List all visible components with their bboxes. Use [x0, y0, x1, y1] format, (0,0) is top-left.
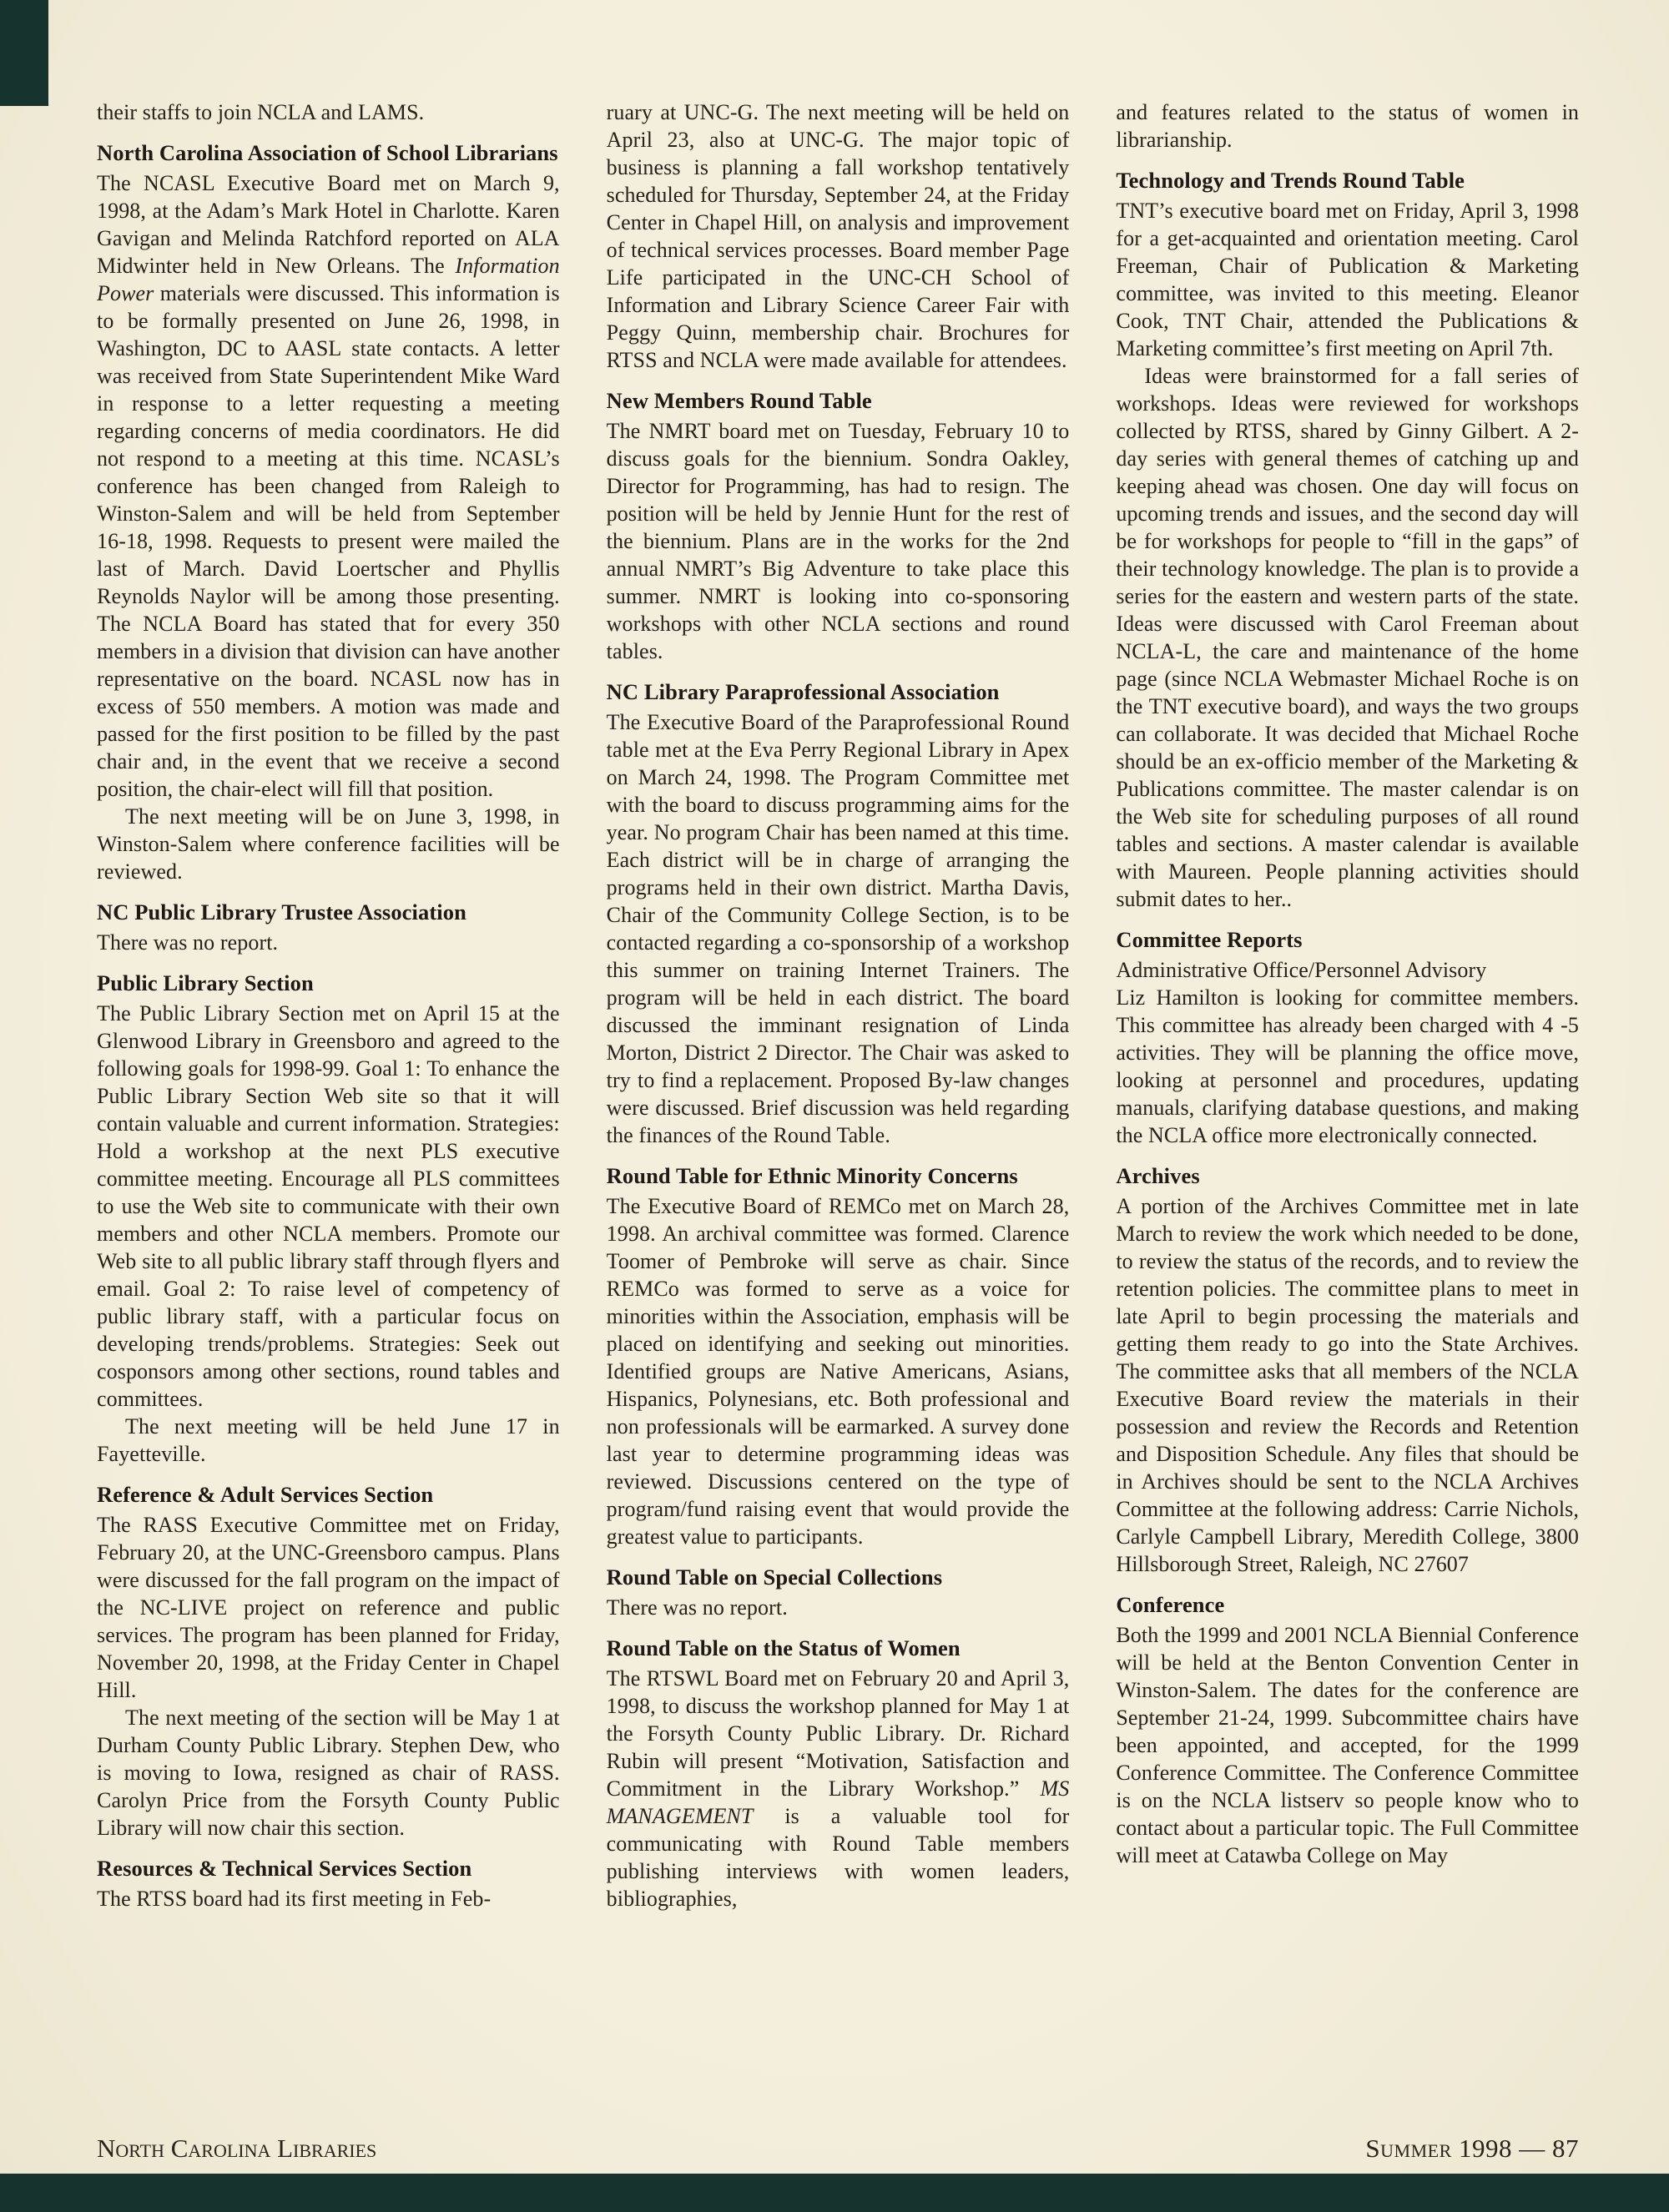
section-heading: NC Public Library Trustee Association — [97, 899, 466, 925]
paragraph: and features related to the status of women in librarianship. — [1116, 100, 1579, 152]
paragraph: A portion of the Archives Committee met in late March to review the work which needed to be done, to review the status of the records, and to review the retention policies. The committee plans to meet in late April to begin processing the materials and getting them ready to go into the State Archives. The committee asks that all members of the NCLA Executive Board review the materials in their possession and review the Records and Retention and Disposition Schedule. Any files that should be in Archives should be sent to the NCLA Archives Committee at the following address: Carrie Nichols, Carlyle Campbell Library, Meredith College, 3800 Hillsborough Street, Raleigh, NC 27607 — [1116, 1194, 1579, 1576]
text-column-2 — [607, 98, 1070, 2118]
binding-corner-mark — [0, 0, 48, 106]
bottom-bar — [0, 2174, 1669, 2212]
text-column-1 — [97, 98, 560, 2118]
section-heading: Conference — [1116, 1592, 1225, 1617]
page-footer — [97, 2134, 1579, 2164]
subsection-heading: Administrative Office/Personnel Advisory — [1116, 958, 1487, 982]
section-heading: Round Table on the Status of Women — [606, 1635, 961, 1660]
paragraph: There was no report. — [606, 1595, 788, 1620]
section-heading: Committee Reports — [1116, 927, 1303, 952]
paragraph: The next meeting will be on June 3, 1998, in Winston-Salem where conference facilities will be reviewed. — [97, 804, 560, 884]
paragraph: Liz Hamilton is looking for committee members. This committee has already been charged with 4 -5 activities. They will be planning the office move, looking at personnel and procedures, updating manuals, clarifying database questions, and making the NCLA office more electronically connected. — [1116, 985, 1579, 1147]
paragraph: The RTSS board had its first meeting in Feb- — [97, 1887, 492, 1911]
section-heading: Archives — [1116, 1163, 1200, 1188]
paragraph: There was no report. — [97, 930, 279, 955]
section-heading: Reference & Adult Services Section — [97, 1482, 434, 1507]
issue-and-page-number: Summer 1998 — 87 — [1365, 2134, 1579, 2163]
section-heading: New Members Round Table — [606, 388, 872, 413]
paragraph: The Executive Board of the Paraprofessional Round table met at the Eva Perry Regional Library in Apex on March 24, 1998. The Program Committee met with the board to discuss programming aims for the year. No program Chair has been named at this time. Each district will be in charge of arranging the programs held in their own district. Martha Davis, Chair of the Community College Section, is to be contacted regarding a co-sponsorship of a workshop this summer on training Internet Trainers. The program will be held in each district. The board discussed the imminant resignation of Linda Morton, District 2 Director. The Chair was asked to try to find a replacement. Proposed By-law changes were discussed. Brief discussion was held regarding the finances of the Round Table. — [606, 710, 1070, 1147]
paragraph: The NCASL Executive Board met on March 9, 1998, at the Adam’s Mark Hotel in Charlotte. Karen Gavigan and Melinda Ratchford reported on ALA Midwinter held in New Orleans. The Information Power materials were discussed. This information is to be formally presented on June 26, 1998, in Washington, DC to AASL state contacts. A letter was received from State Superintendent Mike Ward in response to a letter requesting a meeting regarding concerns of media coordinators. He did not respond to a meeting at this time. NCASL’s conference has been changed from Raleigh to Winston-Salem and will be held from September 16-18, 1998. Requests to present were mailed the last of March. David Loertscher and Phyllis Reynolds Naylor will be among those presenting. The NCLA Board has stated that for every 350 members in a division that division can have another representative on the board. NCASL now has in excess of 550 members. A motion was made and passed for the first position to be filled by the past chair and, in the event that we receive a second position, the chair-elect will fill that position. — [97, 171, 560, 801]
section-heading: Public Library Section — [97, 970, 314, 995]
paragraph: The next meeting of the section will be May 1 at Durham County Public Library. Stephen Dew, who is moving to Iowa, resigned as chair of RASS. Carolyn Price from the Forsyth County Public Library will now chair this section. — [97, 1706, 560, 1840]
journal-title: North Carolina Libraries — [97, 2134, 377, 2163]
paragraph: TNT’s executive board met on Friday, April 3, 1998 for a get-acquainted and orientation meeting. Carol Freeman, Chair of Publication & Marketing committee, was invited to this meeting. Eleanor Cook, TNT Chair, attended the Publications & Marketing committee’s first meeting on April 7th. — [1116, 199, 1579, 360]
paragraph: The RASS Executive Committee met on Friday, February 20, at the UNC-Greensboro campus. Plans were discussed for the fall program on the impact of the NC-LIVE project on reference and public services. The program has been planned for Friday, November 20, 1998, at the Friday Center in Chapel Hill. — [97, 1513, 560, 1702]
section-heading: Technology and Trends Round Table — [1116, 168, 1465, 193]
paragraph: The Executive Board of REMCo met on March 28, 1998. An archival committee was formed. Clarence Toomer of Pembroke will serve as chair. Since REMCo was formed to serve as a voice for minorities within the Association, emphasis will be placed on identifying and seeking out minorities. Identified groups are Native Americans, Asians, Hispanics, Polynesians, etc. Both professional and non professionals will be earmarked. A survey done last year to determine programming ideas was reviewed. Discussions centered on the type of program/fund raising event that would provide the greatest value to participants. — [606, 1194, 1070, 1549]
paragraph: The NMRT board met on Tuesday, February 10 to discuss goals for the biennium. Sondra Oakley, Director for Programming, has had to resign. The position will be held by Jennie Hunt for the rest of the biennium. Plans are in the works for the 2nd annual NMRT’s Big Adventure to take place this summer. NMRT is looking into co-sponsoring workshops with other NCLA sections and round tables. — [606, 419, 1070, 663]
paragraph: The RTSWL Board met on February 20 and April 3, 1998, to discuss the workshop planned for May 1 at the Forsyth County Public Library. Dr. Richard Rubin will present “Motivation, Satisfaction and Commitment in the Library Workshop.” MS MANAGEMENT is a valuable tool for communicating with Round Table members publishing interviews with women leaders, bibliographies, — [606, 1666, 1070, 1911]
paragraph: Ideas were brainstormed for a fall series of workshops. Ideas were reviewed for workshops collected by RTSS, shared by Ginny Gilbert. A 2-day series with general themes of catching up and keeping ahead was chosen. One day will focus on upcoming trends and issues, and the second day will be for workshops for people to “fill in the gaps” of their technology knowledge. The plan is to provide a series for the eastern and western parts of the state. Ideas were discussed with Carol Freeman about NCLA-L, the care and maintenance of the home page (since NCLA Webmaster Michael Roche is on the TNT executive board), and ways the two groups can collaborate. It was decided that Michael Roche should be an ex-officio member of the Marketing & Publications committee. The master calendar is on the Web site for scheduling purposes of all round tables and sections. A master calendar is available with Maureen. People planning activities should submit dates to her.. — [1116, 364, 1579, 911]
section-heading: Round Table on Special Collections — [606, 1565, 943, 1590]
section-heading: North Carolina Association of School Librarians — [97, 140, 558, 165]
paragraph: their staffs to join NCLA and LAMS. — [97, 100, 425, 124]
section-heading: Resources & Technical Services Section — [97, 1856, 472, 1881]
article-columns — [97, 98, 1579, 2118]
paragraph: The Public Library Section met on April 15 at the Glenwood Library in Greensboro and agreed to the following goals for 1998-99. Goal 1: To enhance the Public Library Section Web site so that it will contain valuable and current information. Strategies: Hold a workshop at the next PLS executive committee meeting. Encourage all PLS committees to use the Web site to communicate with their own members and other NCLA members. Promote our Web site to all public library staff through flyers and email. Goal 2: To raise level of competency of public library staff, with a particular focus on developing trends/problems. Strategies: Seek out cosponsors among other sections, round tables and committees. — [97, 1001, 560, 1411]
section-heading: Round Table for Ethnic Minority Concerns — [606, 1163, 1018, 1188]
paragraph: The next meeting will be held June 17 in Fayetteville. — [97, 1414, 560, 1466]
paragraph: Both the 1999 and 2001 NCLA Biennial Conference will be held at the Benton Convention Center in Winston-Salem. The dates for the conference are September 21-24, 1999. Subcommittee chairs have been appointed, and accepted, for the 1999 Conference Committee. The Conference Committee is on the NCLA listserv so people know who to contact about a particular topic. The Full Committee will meet at Catawba College on May — [1116, 1623, 1579, 1867]
section-heading: NC Library Paraprofessional Association — [606, 679, 1000, 704]
paragraph: ruary at UNC-G. The next meeting will be held on April 23, also at UNC-G. The major topic of business is planning a fall workshop tentatively scheduled for Thursday, September 24, at the Friday Center in Chapel Hill, on analysis and improvement of technical services processes. Board member Page Life participated in the UNC-CH School of Information and Library Science Career Fair with Peggy Quinn, membership chair. Brochures for RTSS and NCLA were made available for attendees. — [606, 100, 1070, 372]
text-column-3 — [1116, 98, 1579, 2118]
